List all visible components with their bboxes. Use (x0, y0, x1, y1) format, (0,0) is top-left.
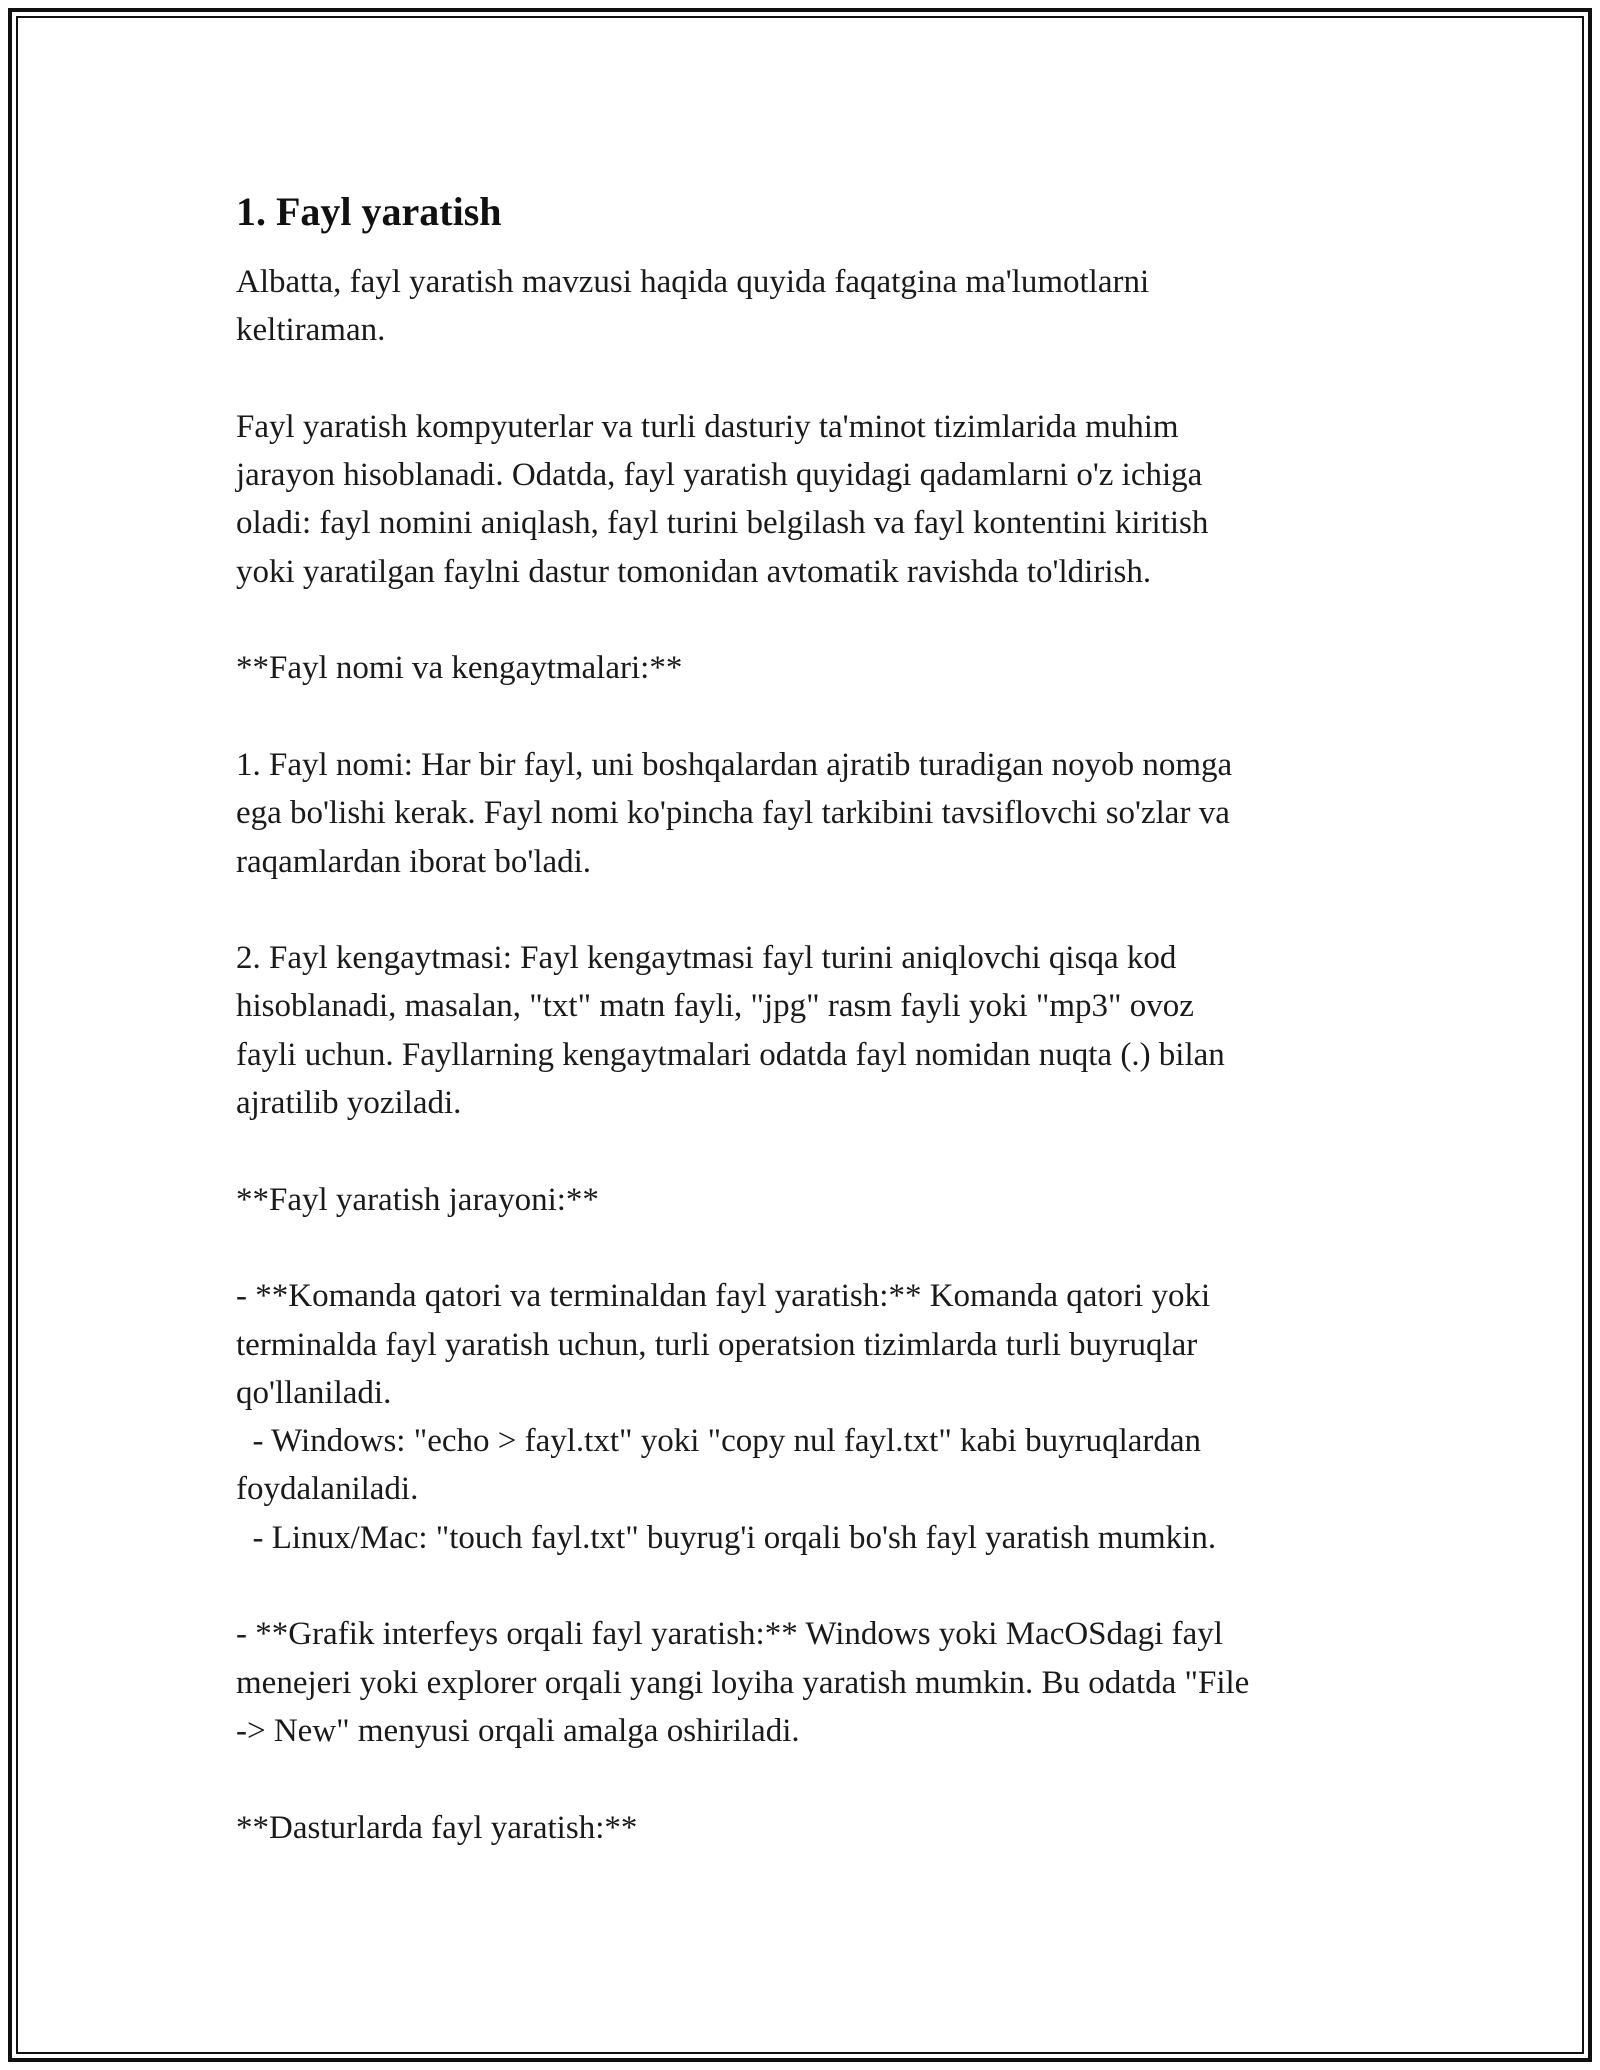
paragraph-overview: Fayl yaratish kompyuterlar va turli dasturiy ta'minot tizimlarida muhim jarayon hisoblanadi. Odatda, fayl yaratish quyidagi qadamlarni o'z ichiga oladi: fayl nomini aniqlash, fayl turini belgilash va fayl kontentini kiritish yoki yaratilgan faylni dastur tomonidan avtomatik ravishda to'ldirish. (236, 408, 1209, 590)
document-body (236, 186, 1396, 1852)
list-item-file-name: 1. Fayl nomi: Har bir fayl, uni boshqalardan ajratib turadigan noyob nomga ega bo'lishi kerak. Fayl nomi ko'pincha fayl tarkibini tavsiflovchi so'zlar va raqamlardan iborat bo'ladi. (236, 746, 1233, 880)
heading-file-creation-process: **Fayl yaratish jarayoni:** (236, 1181, 599, 1218)
heading-file-name-extensions: **Fayl nomi va kengaytmalari:** (236, 650, 683, 687)
document-title: 1. Fayl yaratish (236, 189, 502, 234)
list-item-file-extension: 2. Fayl kengaytmasi: Fayl kengaytmasi fayl turini aniqlovchi qisqa kod hisoblanadi, masalan, "txt" matn fayli, "jpg" rasm fayli yoki "mp3" ovoz fayli uchun. Fayllarning kengaytmalari odatda fayl nomidan nuqta (.) bilan ajratilib yoziladi. (236, 940, 1225, 1122)
paragraph-intro: Albatta, fayl yaratish mavzusi haqida quyida faqatgina ma'lumotlarni keltiraman. (236, 264, 1150, 349)
list-item-command-line: - **Komanda qatori va terminaldan fayl yaratish:** Komanda qatori yoki terminalda fayl yaratish uchun, turli operatsion tizimlarda turli buyruqlar qo'llaniladi. - Windows: "echo > fayl.txt" yoki "copy nul fayl.txt" kabi buyruqlardan foydalaniladi. - Linux/Mac: "touch fayl.txt" buyrug'i orqali bo'sh fayl yaratish mumkin. (236, 1278, 1217, 1556)
list-item-graphical-interface: - **Grafik interfeys orqali fayl yaratish:** Windows yoki MacOSdagi fayl menejeri yoki explorer orqali yangi loyiha yaratish mumkin. Bu odatda "File -> New" menyusi orqali amalga oshiriladi. (236, 1616, 1250, 1749)
heading-programmatic-creation: **Dasturlarda fayl yaratish:** (236, 1809, 638, 1846)
